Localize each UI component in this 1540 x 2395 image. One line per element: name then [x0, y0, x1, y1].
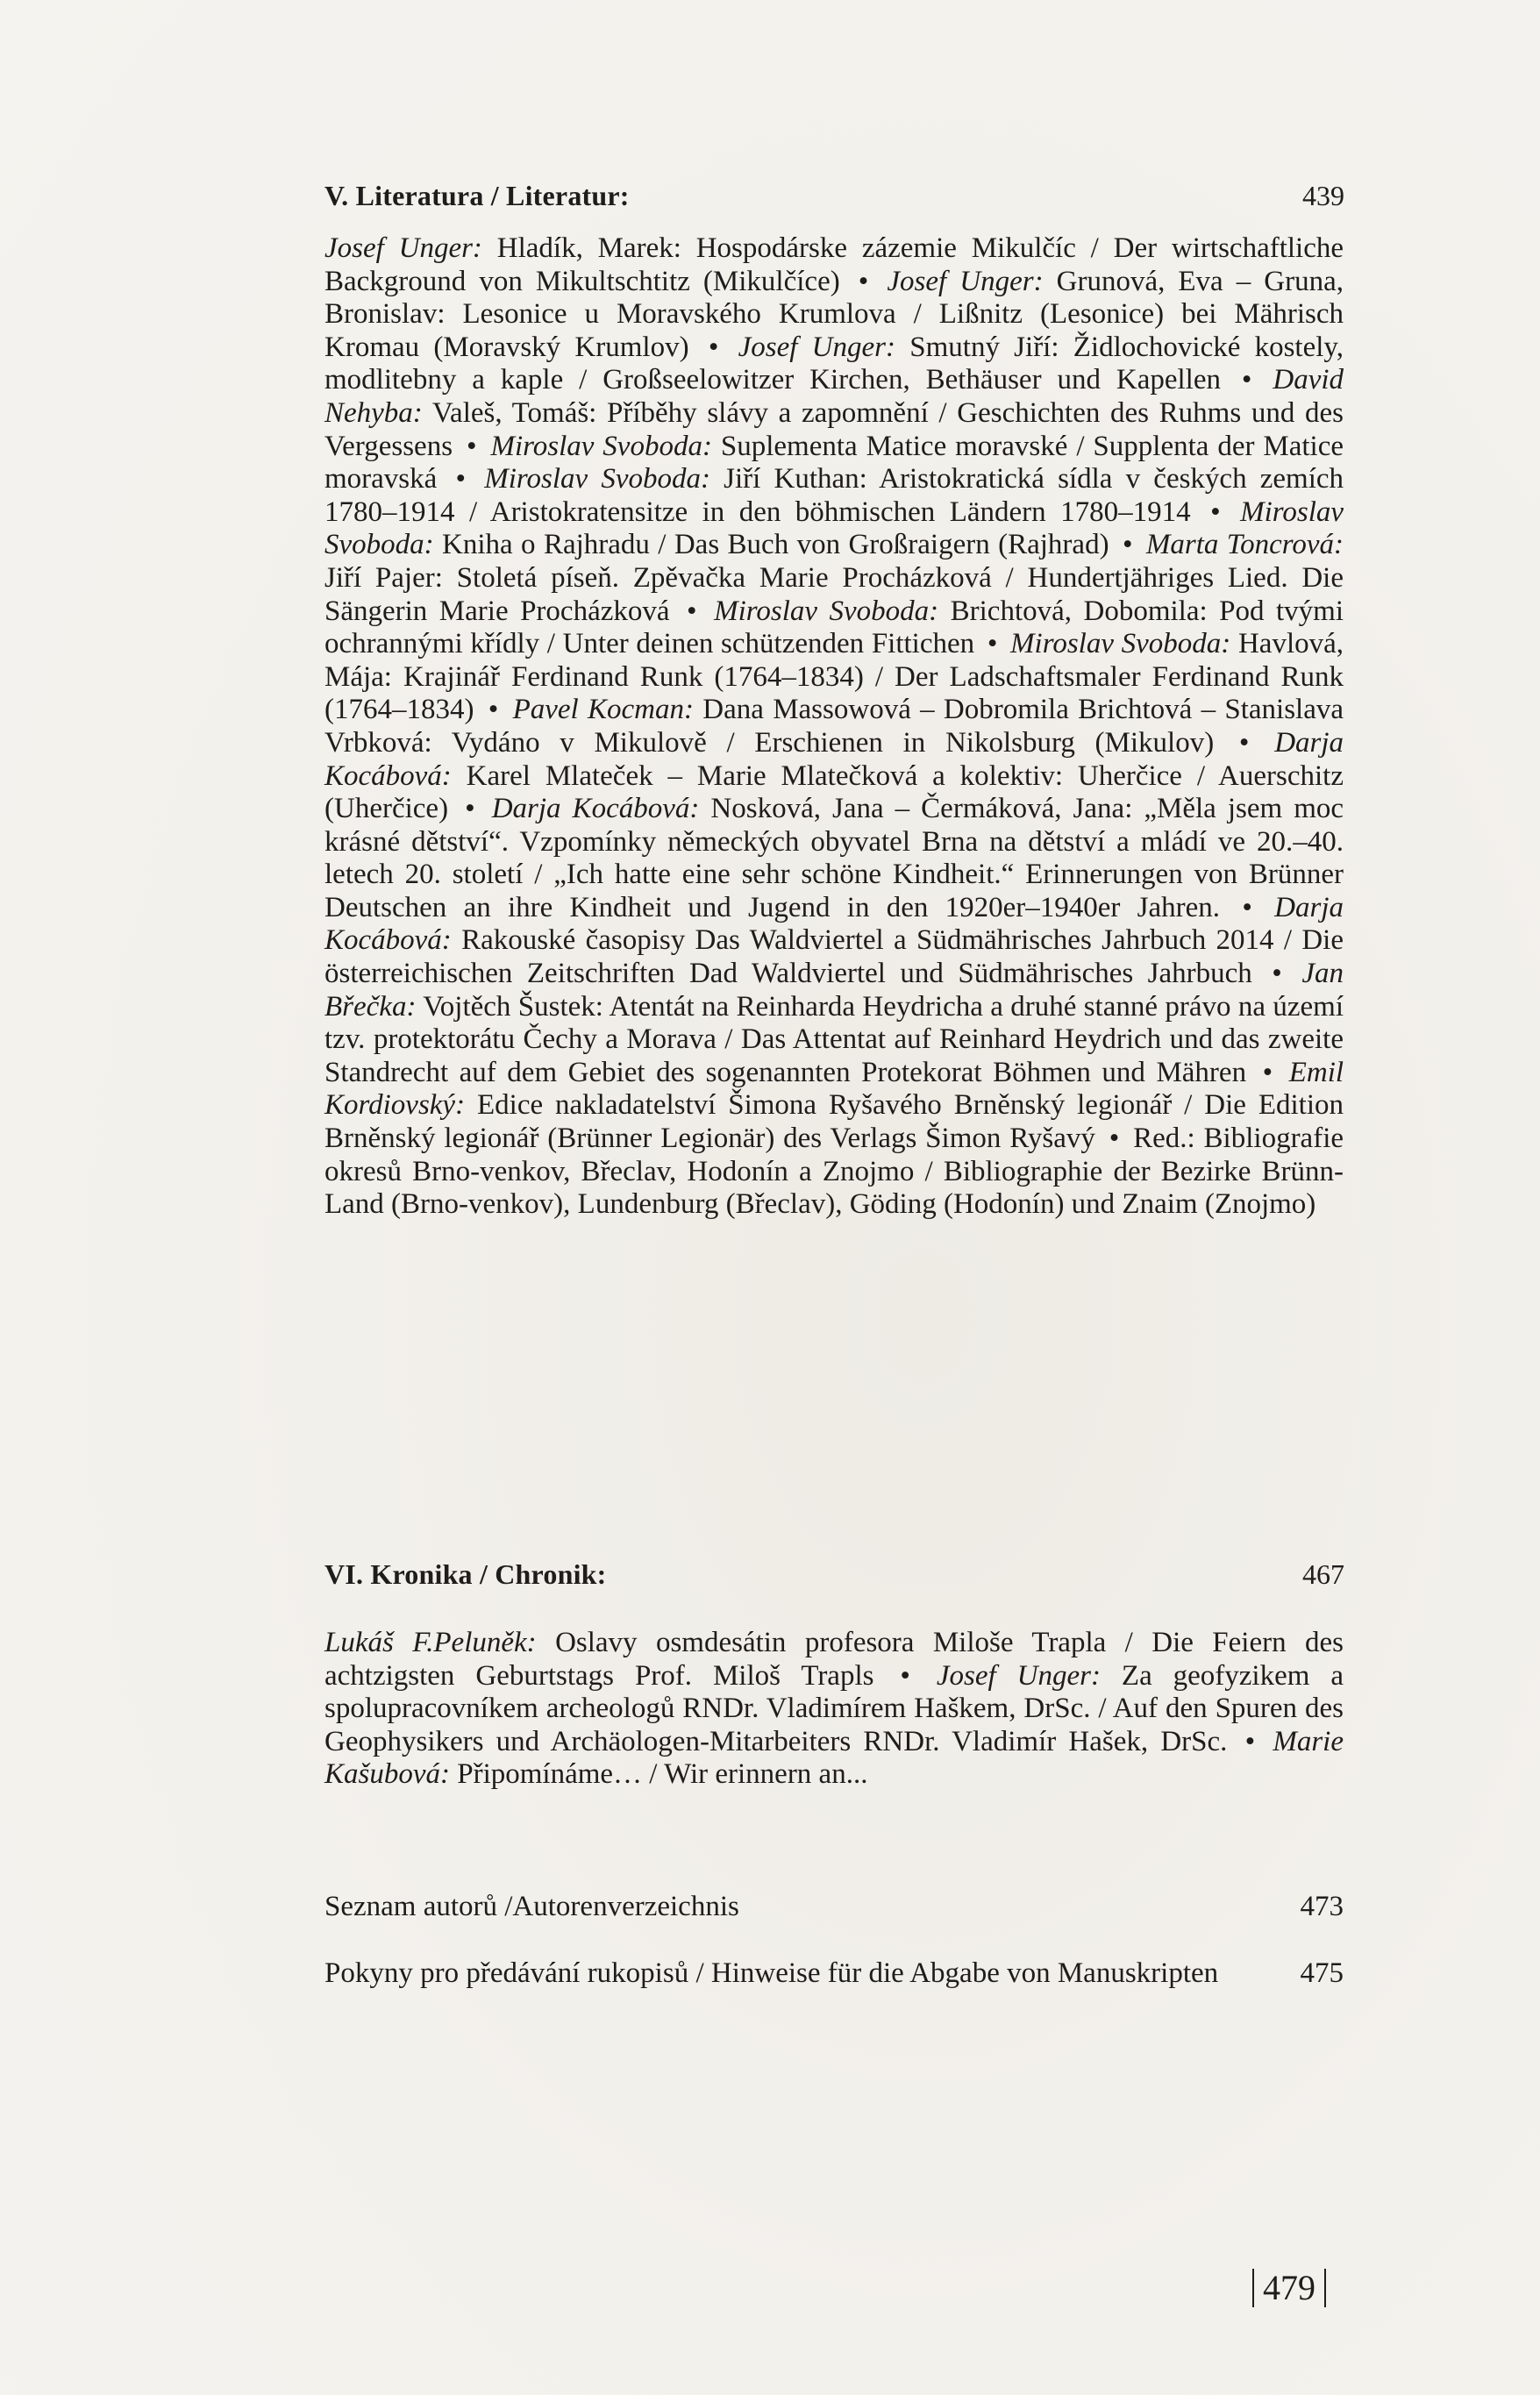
entry-title: Hladík, Marek: Hospodárske zázemie Mikulčíc / Der wirtschaftliche Background von Mikultschtitz (Mikulčíce) [324, 232, 1344, 297]
entry-separator: • [687, 595, 697, 627]
toc-entry-authors-text: Seznam autorů /Autorenverzeichnis [324, 1891, 739, 1922]
entry-author: Miroslav Svoboda: [1010, 628, 1231, 660]
entry-title: Oslavy osmdesátin profesora Miloše Trapla / Die Feiern des achtzigsten Geburtstags Prof. Miloš Trapls [324, 1627, 1344, 1692]
entry-title: Kniha o Rajhradu / Das Buch von Großraigern (Rajhrad) [442, 529, 1109, 561]
section-vi-header [0, 1558, 1540, 1611]
entry-separator: • [1242, 891, 1252, 923]
entry-title: Nosková, Jana – Čermáková, Jana: „Měla jsem moc krásné dětství“. Vzpomínky německých obyvatel Brna na dětství a mládí ve 20.–40. letech 20. století / „Ich hatte eine sehr schöne Kindheit.“ Erinnerungen von Brünner Deutschen an ihre Kindheit und Jugend in den 1920er–1940er Jahren. [324, 793, 1344, 923]
section-vi-title: VI. Kronika / Chronik: [324, 1558, 607, 1590]
entry-title: Smutný Jiří: Židlochovické kostely, modlitebny a kaple / Großseelowitzer Kirchen, Bethäuser und Kapellen [324, 331, 1344, 396]
entry-title: Za geofyzikem a spolupracovníkem archeologů RNDr. Vladimírem Haškem, DrSc. / Auf den Spuren des Geophysikers und Archäologen-Mitarbeiters RNDr. Vladimír Hašek, DrSc. [324, 1659, 1344, 1757]
entry-title: Edice nakladatelství Šimona Ryšavého Brněnský legionář / Die Edition Brněnský legionář (Brünner Legionär) des Verlags Šimon Ryšavý [324, 1089, 1344, 1155]
entry-author: Pavel Kocman: [512, 694, 694, 726]
entry-author: Josef Unger: [738, 331, 895, 363]
bibliography-entry [324, 694, 1344, 759]
entry-separator: • [1122, 529, 1133, 561]
entry-author: David Nehyba: [324, 364, 1344, 429]
entry-title: Karel Mlateček – Marie Mlatečková a kolektiv: Uherčice / Auerschitz (Uherčice) [324, 759, 1344, 825]
entry-author: Miroslav Svoboda: [324, 495, 1344, 561]
section-v-entries [324, 232, 1344, 1222]
entry-title: Jiří Kuthan: Aristokratická sídla v českých zemích 1780–1914 / Aristokratensitze in den böhmischen Ländern 1780–1914 [324, 463, 1344, 528]
entry-separator: • [708, 331, 719, 363]
entry-separator: • [900, 1659, 910, 1692]
entry-title: Vojtěch Šustek: Atentát na Reinharda Heydricha a druhé stanné právo na území tzv. protektorátu Čechy a Morava / Das Attentat auf Reinhard Heydrich und das zweite Standrecht auf dem Gebiet des sogenannten Protekorat Böhmen und Mähren [324, 990, 1344, 1088]
entry-separator: • [1262, 1056, 1273, 1088]
entry-separator: • [465, 793, 475, 825]
entry-author: Jan Břečka: [324, 958, 1344, 1023]
entry-author: Darja Kocábová: [491, 793, 700, 825]
entry-separator: • [1244, 1725, 1256, 1757]
entry-title: Havlová, Mája: Krajinář Ferdinand Runk (1764–1834) / Der Ladschaftsmaler Ferdinand Runk (1764–1834) [324, 628, 1344, 726]
section-v-title: V. Literatura / Literatur: [324, 180, 630, 211]
bibliography-entry [324, 463, 1344, 528]
toc-entry-guidelines [324, 1957, 1344, 1991]
entry-separator: • [488, 694, 499, 726]
section-vi-entries [324, 1627, 1344, 1792]
entry-separator: • [858, 265, 869, 297]
section-v-page-number: 439 [1302, 180, 1344, 211]
entry-separator: • [1241, 364, 1252, 396]
toc-entry-guidelines-page: 475 [1300, 1957, 1344, 1989]
entry-author: Darja Kocábová: [324, 726, 1344, 792]
entry-author: Marie Kašubová: [324, 1725, 1344, 1791]
entry-author: Josef Unger: [324, 232, 482, 264]
entry-separator: • [1238, 726, 1250, 759]
toc-entry-authors-page: 473 [1300, 1891, 1344, 1922]
entry-title: Red.: Bibliografie okresů Brno-venkov, Břeclav, Hodonín a Znojmo / Bibliographie der Bezirke Brünn-Land (Brno-venkov), Lundenburg (Břeclav), Göding (Hodonín) und Znaim (Znojmo) [324, 1123, 1344, 1221]
entry-author: Marta Toncrová: [1145, 529, 1344, 561]
page-number-bar-left [1252, 2269, 1254, 2307]
entry-author: Miroslav Svoboda: [490, 430, 712, 462]
entry-title: Grunová, Eva – Gruna, Bronislav: Lesonice u Moravského Krumlova / Lißnitz (Lesonice) bei Mährisch Kromau (Moravský Krumlov) [324, 265, 1344, 363]
entry-author: Josef Unger: [936, 1659, 1101, 1692]
entry-title: Dana Massowová – Dobromila Brichtová – Stanislava Vrbková: Vydáno v Mikulově / Erschienen in Nikolsburg (Mikulov) [324, 694, 1344, 759]
entry-author: Miroslav Svoboda: [714, 595, 939, 627]
section-v-header [0, 180, 1540, 232]
entry-separator: • [1109, 1123, 1120, 1155]
entry-separator: • [1210, 495, 1221, 528]
page-number-text: 479 [1263, 2268, 1315, 2307]
page-number-bar-right [1324, 2269, 1326, 2307]
entry-title: Rakouské časopisy Das Waldviertel a Südmährisches Jahrbuch 2014 / Die österreichischen Zeitschriften Dad Waldviertel und Südmährisches Jahrbuch [324, 924, 1344, 990]
entry-separator: • [455, 463, 467, 495]
entry-separator: • [1272, 958, 1282, 990]
entry-title: Brichtová, Dobomila: Pod tvými ochrannými křídly / Unter deinen schützenden Fittichen [324, 595, 1344, 660]
section-vi-page-number: 467 [1302, 1558, 1344, 1590]
entry-author: Miroslav Svoboda: [484, 463, 710, 495]
entry-title: Připomínáme… / Wir erinnern an... [457, 1758, 868, 1791]
entry-author: Darja Kocábová: [324, 891, 1344, 957]
entry-title: Suplementa Matice moravské / Supplenta der Matice moravská [324, 430, 1344, 495]
page-number [1244, 2266, 1335, 2310]
entry-author: Lukáš F.Peluněk: [324, 1627, 537, 1658]
entry-title: Jiří Pajer: Stoletá píseň. Zpěvačka Marie Procházková / Hundertjähriges Lied. Die Sängerin Marie Procházková [324, 561, 1344, 627]
toc-entry-authors [324, 1891, 1344, 1924]
entry-title: Valeš, Tomáš: Příběhy slávy a zapomnění / Geschichten des Ruhms und des Vergessens [324, 396, 1344, 462]
toc-entry-guidelines-text: Pokyny pro předávání rukopisů / Hinweise für die Abgabe von Manuskripten [324, 1957, 1219, 1989]
entry-separator: • [987, 628, 998, 660]
entry-separator: • [466, 430, 477, 462]
entry-author: Josef Unger: [887, 265, 1044, 297]
entry-author: Emil Kordiovský: [324, 1056, 1344, 1122]
